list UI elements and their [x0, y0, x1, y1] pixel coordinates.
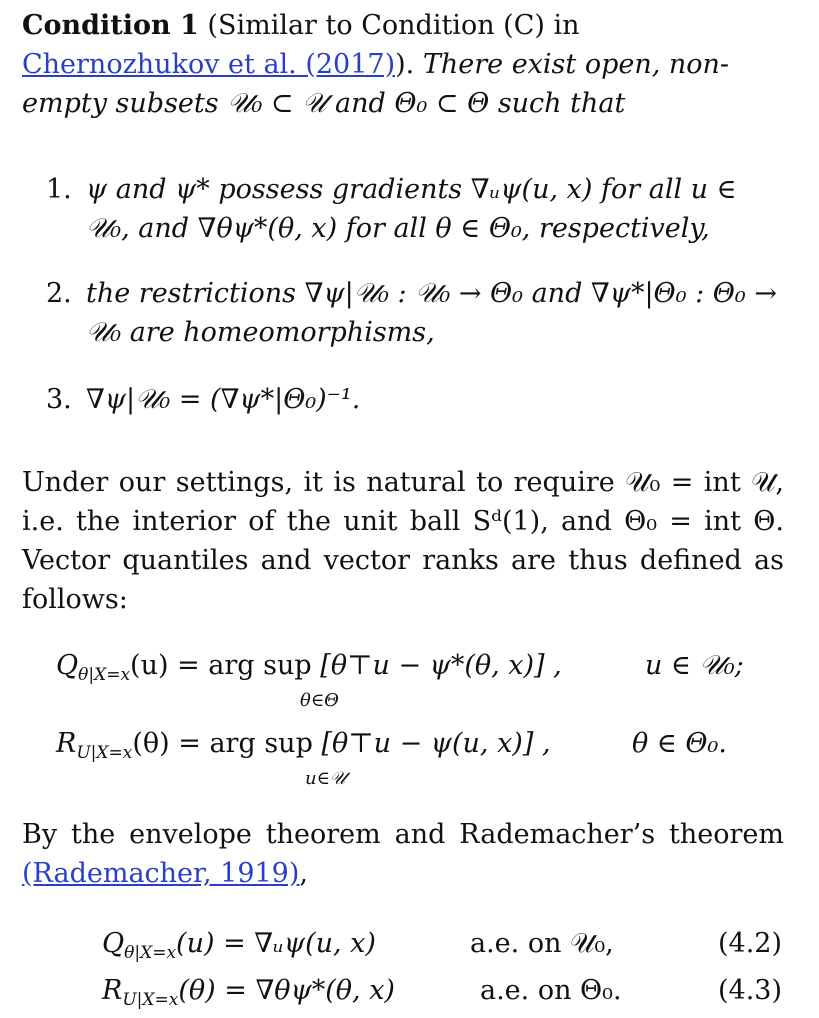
rank-sup-subscript: u∈𝒰 — [305, 768, 347, 789]
equation-number-4-2: (4.2) — [718, 928, 783, 959]
envelope-end: , — [299, 858, 308, 889]
citation-link[interactable]: Chernozhukov et al. (2017) — [22, 49, 396, 80]
condition-block — [22, 6, 782, 123]
rademacher-citation-link[interactable]: (Rademacher, 1919) — [22, 858, 300, 889]
eq2-rhs: (θ) = ∇θψ*(θ, x) — [178, 975, 395, 1006]
equation-4-2 — [102, 928, 376, 963]
paragraph-settings: Under our settings, it is natural to require 𝒰₀ = int 𝒰, i.e. the interior of the unit ball Sᵈ(1), and Θ₀ = int Θ. Vector quantiles and vector ranks are thus defined as follows: — [22, 467, 784, 615]
rank-definition — [56, 728, 551, 763]
quantile-domain: u ∈ 𝒰₀; — [645, 650, 744, 681]
condition-paren-open: (Similar to Condition (C) in — [207, 10, 580, 41]
eq1-condition: a.e. on 𝒰₀, — [470, 928, 614, 959]
condition-statement: There exist open, non-empty subsets 𝒰₀ ⊂ 𝒰 and Θ₀ ⊂ Θ such that — [22, 49, 730, 119]
list-item — [46, 274, 786, 352]
list-number: 3. — [46, 384, 72, 415]
paragraph-envelope — [22, 815, 784, 893]
eq1-symbol: Q — [102, 928, 125, 959]
rank-argsup: (θ) = arg sup — [132, 728, 313, 759]
rank-symbol: R — [56, 728, 77, 759]
list-number: 2. — [46, 278, 72, 309]
eq2-subscript: U|X=x — [122, 990, 179, 1010]
condition-label: Condition 1 — [22, 10, 199, 41]
equation-number-4-3: (4.3) — [718, 975, 783, 1006]
quantile-subscript: θ|X=x — [78, 665, 131, 685]
eq2-symbol: R — [102, 975, 123, 1006]
list-item — [46, 170, 786, 248]
quantile-definition — [56, 650, 562, 685]
envelope-text: By the envelope theorem and Rademacher’s theorem — [22, 819, 784, 850]
list-text: ψ and ψ* possess gradients ∇ᵤψ(u, x) for all u ∈ 𝒰₀, and ∇θψ*(θ, x) for all θ ∈ Θ₀, respectively, — [86, 174, 737, 244]
equation-4-3 — [102, 975, 395, 1010]
quantile-argsup: (u) = arg sup — [130, 650, 312, 681]
list-item — [46, 380, 786, 419]
quantile-body: [θ⊤u − ψ*(θ, x)] , — [320, 650, 562, 681]
list-text: ∇ψ|𝒰₀ = (∇ψ*|Θ₀)⁻¹. — [86, 384, 361, 415]
rank-domain: θ ∈ Θ₀. — [632, 728, 727, 759]
quantile-symbol: Q — [56, 650, 79, 681]
eq1-subscript: θ|X=x — [124, 943, 177, 963]
list-text: the restrictions ∇ψ|𝒰₀ : 𝒰₀ → Θ₀ and ∇ψ*|Θ₀ : Θ₀ → 𝒰₀ are homeomorphisms, — [86, 278, 777, 348]
eq1-rhs: (u) = ∇ᵤψ(u, x) — [176, 928, 376, 959]
eq2-condition: a.e. on Θ₀. — [480, 975, 622, 1006]
rank-subscript: U|X=x — [76, 743, 133, 763]
rank-body: [θ⊤u − ψ(u, x)] , — [321, 728, 551, 759]
condition-paren-close: ). — [395, 49, 415, 80]
quantile-sup-subscript: θ∈Θ — [300, 690, 339, 711]
list-number: 1. — [46, 174, 72, 205]
